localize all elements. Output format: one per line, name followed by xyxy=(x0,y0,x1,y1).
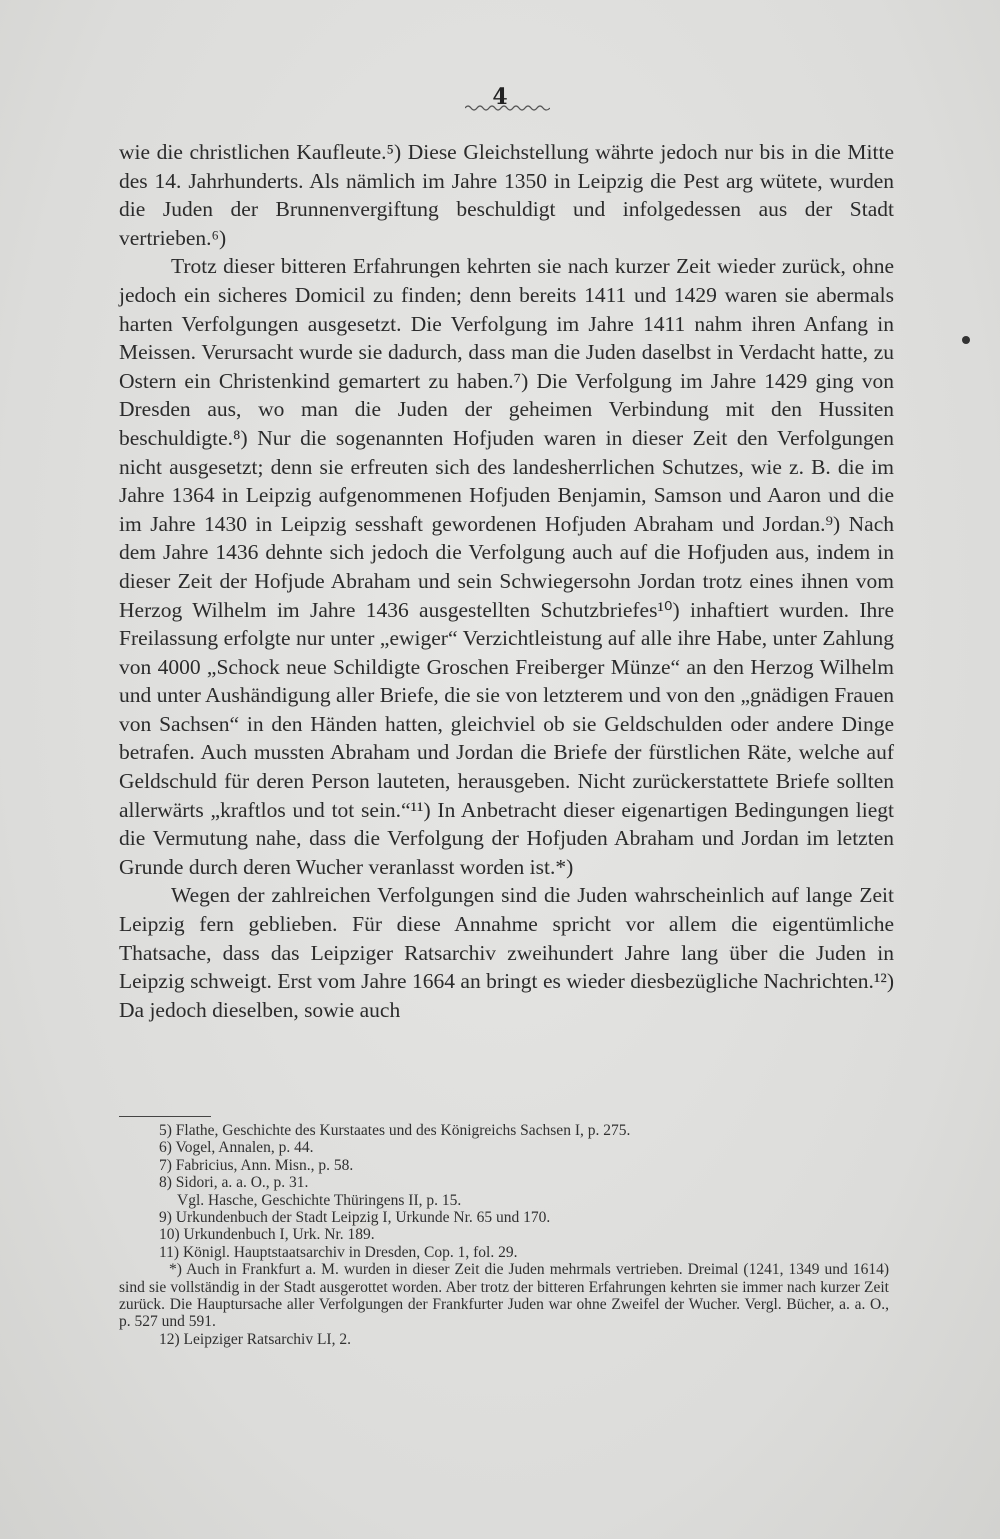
footnote xyxy=(119,1139,889,1156)
footnote xyxy=(119,1226,889,1243)
footnote-mark: 10) xyxy=(159,1226,180,1244)
footnote xyxy=(119,1331,889,1348)
footnote xyxy=(119,1174,889,1191)
footnote xyxy=(119,1244,889,1261)
footnote-mark: 12) xyxy=(159,1330,180,1348)
footnote-text: Auch in Frankfurt a. M. wurden in dieser Zeit die Juden mehrmals vertrieben. Dreimal (1241, 1349 und 1614) sind sie vollständig in der Stadt ausgerottet worden. Aber trotz der bitteren Erfahrungen kehrten sie immer nach kurzer Zeit zurück. Die Hauptursache aller Verfolgungen der Frankfurter Juden war ohne Zweifel der Wucher. Vergl. Bücher, a. a. O., p. 527 und 591. xyxy=(119,1261,889,1331)
footnote xyxy=(119,1122,889,1139)
main-text xyxy=(119,138,894,1024)
footnote-text: Urkundenbuch der Stadt Leipzig I, Urkunde Nr. 65 und 170. xyxy=(175,1209,551,1227)
footnote-continuation: Vgl. Hasche, Geschichte Thüringens II, p. 15. xyxy=(177,1191,462,1209)
paragraph: Trotz dieser bitteren Erfahrungen kehrten sie nach kurzer Zeit wieder zurück, ohne jedoch ein sicheres Domicil zu finden; denn bereits 1411 und 1429 waren sie abermals harten Verfolgungen ausgesetzt. Die Verfolgung im Jahre 1411 nahm ihren Anfang in Meissen. Verursacht wurde sie dadurch, dass man die Juden daselbst in Verdacht hatte, zu Ostern ein Christenkind gemartert zu haben.⁷) Die Verfolgung im Jahre 1429 ging von Dresden aus, wo man die Juden der geheimen Verbindung mit den Hussiten beschuldigte.⁸) Nur die sogenannten Hofjuden waren in dieser Zeit den Verfolgungen nicht ausgesetzt; denn sie erfreuten sich des landesherrlichen Schutzes, wie z. B. die im Jahre 1364 in Leipzig aufgenommenen Hofjuden Benjamin, Samson und Aaron und die im Jahre 1430 in Leipzig sesshaft gewordenen Hofjuden Abraham und Jordan.⁹) Nach dem Jahre 1436 dehnte sich jedoch die Verfolgung auch auf die Hofjuden aus, indem in dieser Zeit der Hofjude Abraham und sein Schwiegersohn Jordan trotz eines ihnen vom Herzog Wilhelm im Jahre 1436 ausgestellten Schutzbriefes¹⁰) inhaftiert wurden. Ihre Freilassung erfolgte nur unter „ewiger“ Verzichtleistung auf alle ihre Habe, unter Zahlung von 4000 „Schock neue Schildigte Groschen Freiberger Münze“ an den Herzog Wilhelm und unter Aushändigung aller Briefe, die sie von letzterem und von den „gnädigen Frauen von Sachsen“ in den Händen hatten, gleichviel ob sie Geldschulden oder andere Dinge betrafen. Auch mussten Abraham und Jordan die Briefe der fürstlichen Räte, welche auf Geldschuld für deren Person lauteten, herausgeben. Nicht zurückerstattete Briefe sollten allerwärts „kraftlos und tot sein.“¹¹) In Anbetracht dieser eigenartigen Bedingungen liegt die Vermutung nahe, dass die Verfolgung der Hofjuden Abraham und Jordan im letzten Grunde durch deren Wucher veranlasst worden ist.*) xyxy=(119,254,894,879)
footnote-mark: 7) xyxy=(159,1156,172,1174)
footnote-text: Fabricius, Ann. Misn., p. 58. xyxy=(175,1156,354,1174)
footnote-text: Sidori, a. a. O., p. 31. xyxy=(175,1174,309,1192)
footnote-text: Vogel, Annalen, p. 44. xyxy=(175,1139,314,1157)
footnote-text: Königl. Hauptstaatsarchiv in Dresden, Cop. 1, fol. 29. xyxy=(182,1243,518,1261)
footnote-mark: 9) xyxy=(159,1209,172,1227)
paragraph: Wegen der zahlreichen Verfolgungen sind die Juden wahrscheinlich auf lange Zeit Leipzig fern geblieben. Für diese Annahme spricht vor allem die eigentümliche Thatsache, dass das Leipziger Ratsarchiv zweihundert Jahre lang über die Juden in Leipzig schweigt. Erst vom Jahre 1664 an bringt es wieder diesbezügliche Nachrichten.¹²) Da jedoch dieselben, sowie auch xyxy=(119,883,894,1022)
footnote xyxy=(119,1157,889,1174)
footnote-mark: 6) xyxy=(159,1139,172,1157)
footnote-mark: *) xyxy=(169,1261,182,1279)
footnotes xyxy=(119,1122,889,1348)
footnote-text: Urkundenbuch I, Urk. Nr. 189. xyxy=(183,1226,375,1244)
paragraph: wie die christlichen Kaufleute.⁵) Diese Gleichstellung währte jedoch nur bis in die Mitte des 14. Jahrhunderts. Als nämlich im Jahre 1350 in Leipzig die Pest arg wütete, wurden die Juden der Brunnenvergiftung beschuldigt und infolgedessen aus der Stadt vertrieben.⁶) xyxy=(119,140,894,250)
footnote-asterisk xyxy=(119,1261,889,1331)
ornament-divider xyxy=(465,104,550,112)
footnote-mark: 11) xyxy=(159,1243,180,1261)
footnote-rule xyxy=(119,1116,211,1117)
footnote-mark: 5) xyxy=(159,1122,172,1139)
footnote-mark: 8) xyxy=(159,1174,172,1192)
footnote-text: Flathe, Geschichte des Kurstaates und des Königreichs Sachsen I, p. 275. xyxy=(175,1122,631,1139)
page-number: 4 xyxy=(492,84,508,110)
footnote-text: Leipziger Ratsarchiv LI, 2. xyxy=(183,1330,351,1348)
footnote xyxy=(119,1209,889,1226)
ink-speck xyxy=(962,336,970,344)
